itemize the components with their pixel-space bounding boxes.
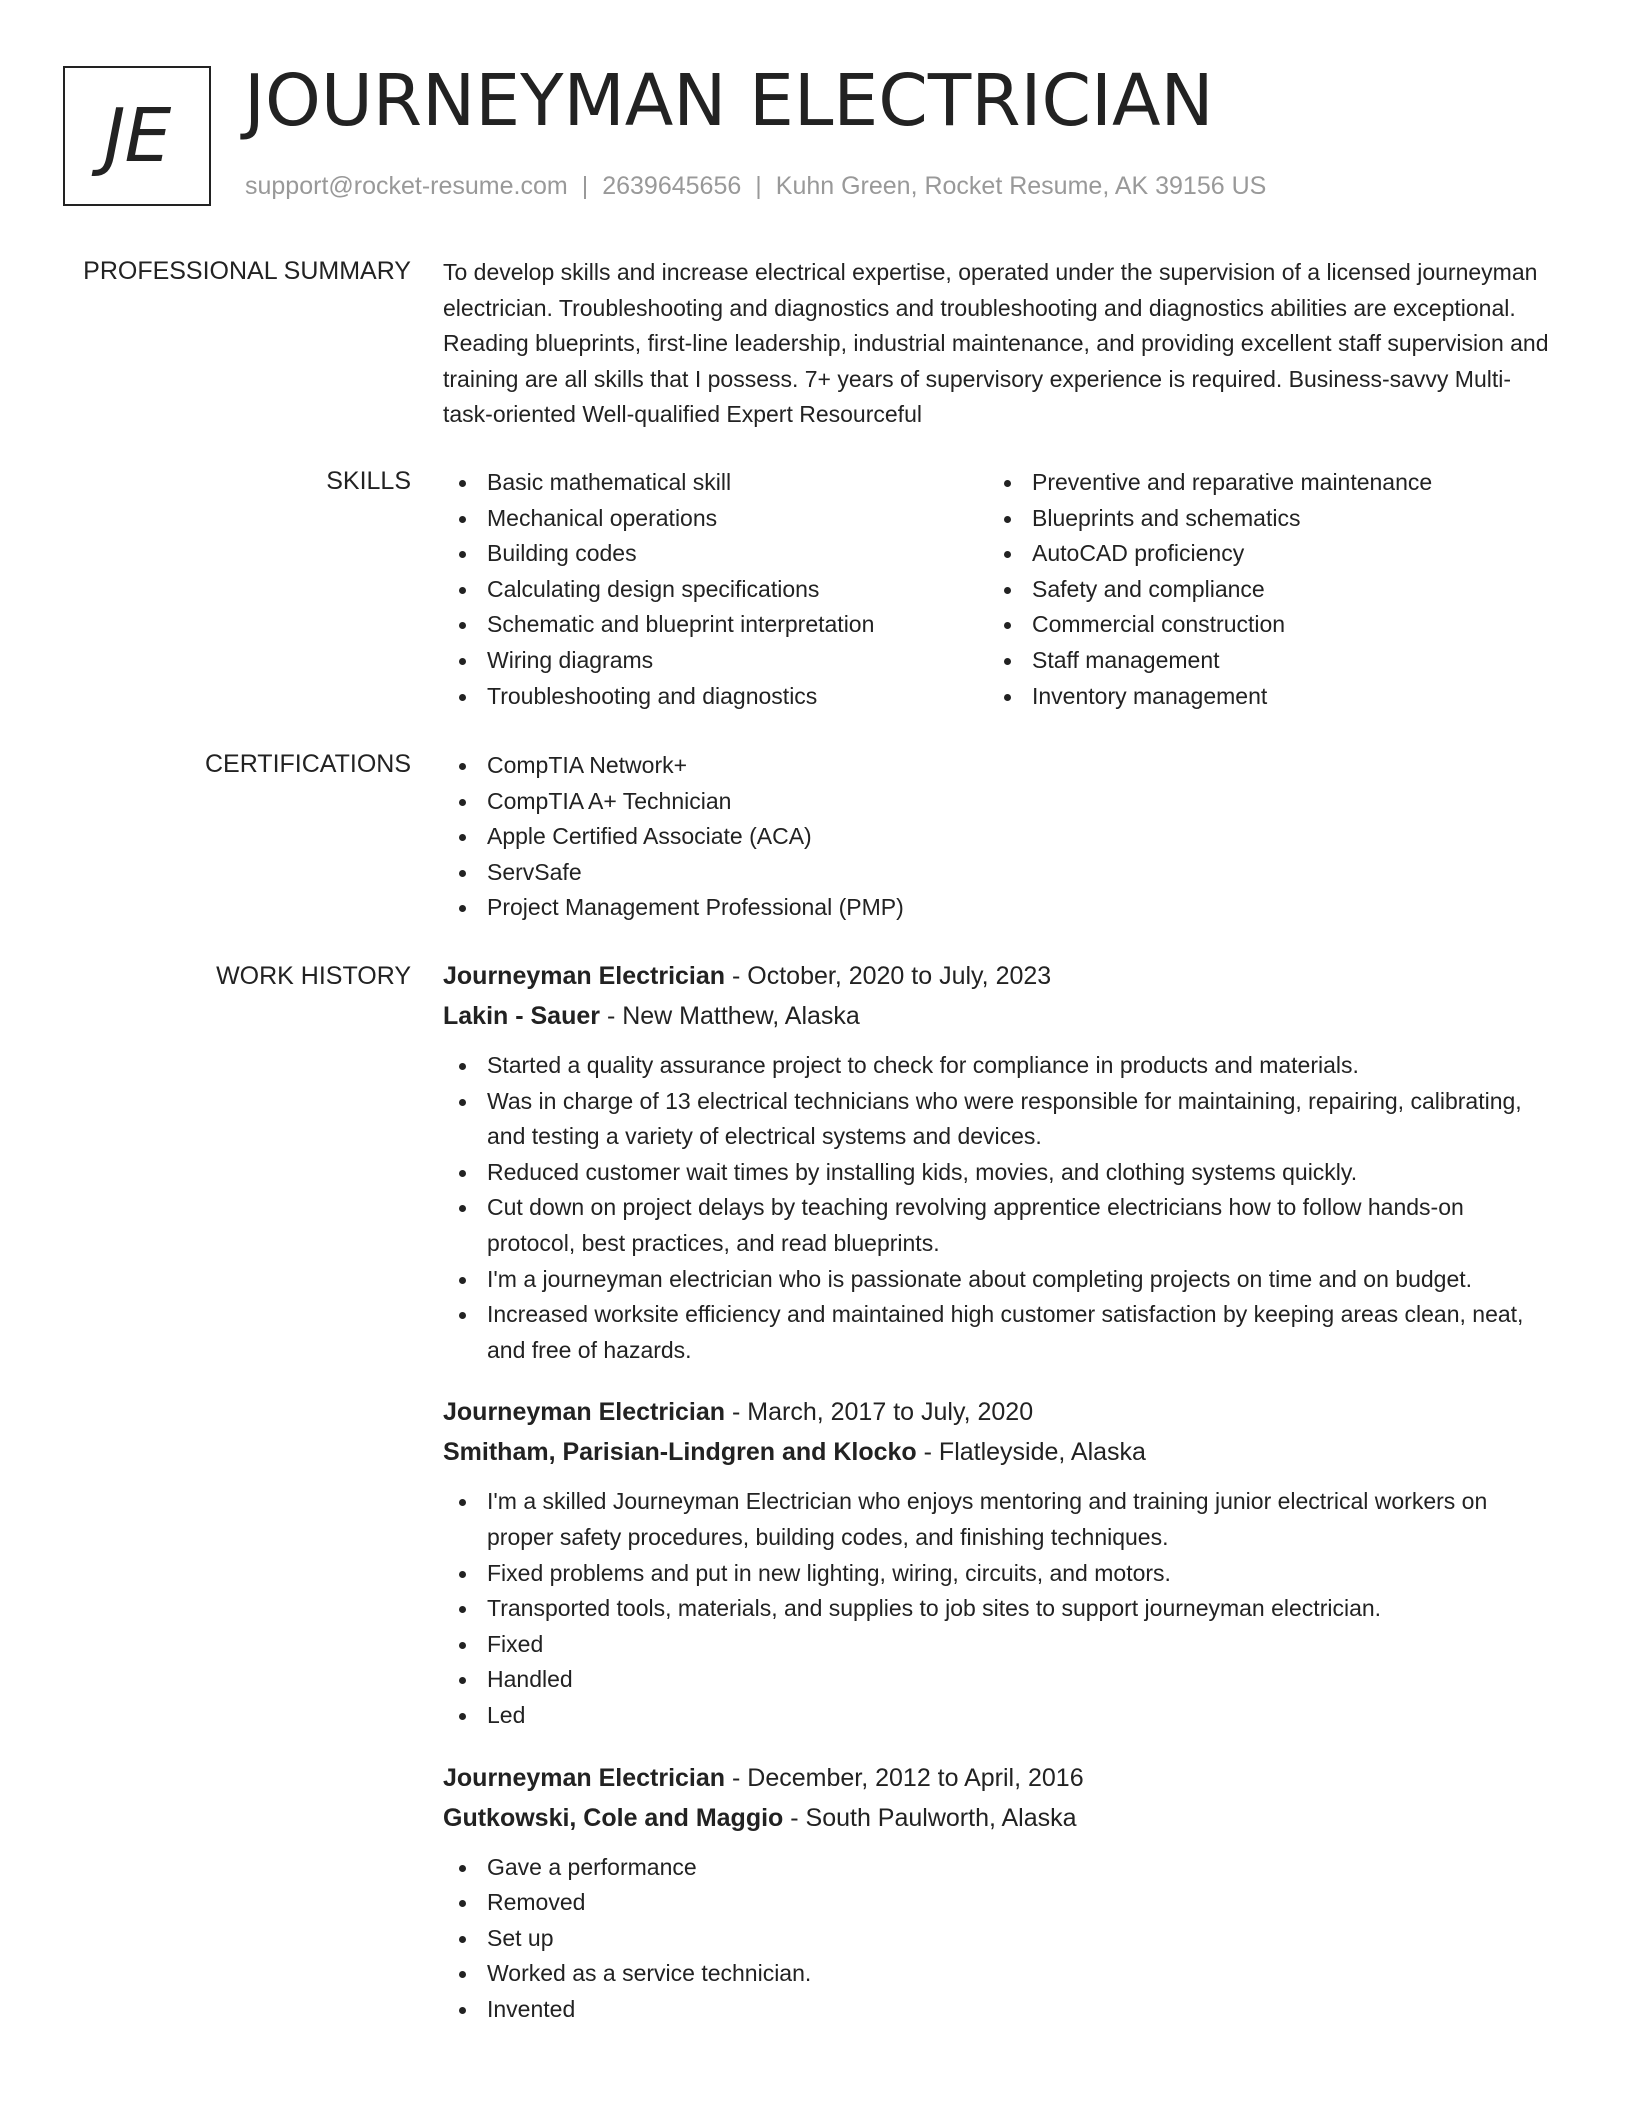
monogram-box — [63, 66, 211, 206]
job-location: - New Matthew, Alaska — [600, 1002, 860, 1030]
job-company-line — [443, 1432, 1553, 1472]
certification-item: ServSafe — [443, 855, 1553, 891]
job-list — [443, 956, 1553, 2027]
contact-separator: | — [755, 172, 762, 200]
contact-separator: | — [581, 172, 589, 200]
job-title: Journeyman Electrician — [443, 1763, 726, 1792]
skill-item: Blueprints and schematics — [988, 501, 1533, 537]
job-duty-item: I'm a skilled Journeyman Electrician who enjoys mentoring and training junior electrical workers on proper safety procedures, building codes, and finishing techniques. — [443, 1484, 1553, 1555]
job-duty-item: Removed — [443, 1885, 1553, 1921]
job-dates: - October, 2020 to July, 2023 — [725, 962, 1052, 990]
resume-name: JOURNEYMAN ELECTRICIAN — [244, 59, 1214, 142]
job-entry — [443, 956, 1553, 1368]
job-duties-list — [443, 1850, 1553, 2028]
job-duty-item: Started a quality assurance project to check for compliance in products and materials. — [443, 1048, 1553, 1084]
contact-address: Kuhn Green, Rocket Resume, AK 39156 US — [775, 172, 1267, 200]
skill-item: Schematic and blueprint interpretation — [443, 607, 988, 643]
skill-item: Mechanical operations — [443, 501, 988, 537]
job-duties-list — [443, 1484, 1553, 1733]
job-title-line — [443, 956, 1553, 996]
job-entry — [443, 1392, 1553, 1733]
skills-heading: SKILLS — [326, 467, 411, 495]
job-title: Journeyman Electrician — [443, 962, 726, 990]
job-duty-item: Invented — [443, 1992, 1553, 2028]
job-duty-item: Reduced customer wait times by installing kids, movies, and clothing systems quickly. — [443, 1155, 1553, 1191]
summary-text: To develop skills and increase electrical expertise, operated under the supervision of a licensed journeyman electrician. Troubleshooting and diagnostics and troubleshooting and diagnostics abilities are exceptional. Reading blueprints, first-line leadership, industrial maintenance, and providing excellent staff supervision and training are all skills that I possess. 7+ years of supervisory experience is required. Business-savvy Multi-task-oriented Well-qualified Expert Resourceful — [443, 259, 1549, 428]
work-history-heading: WORK HISTORY — [216, 962, 411, 990]
skill-item: Calculating design specifications — [443, 572, 988, 608]
job-duties-list — [443, 1048, 1553, 1368]
job-title-line — [443, 1758, 1553, 1798]
job-dates: - March, 2017 to July, 2020 — [725, 1398, 1034, 1427]
job-duty-item: Set up — [443, 1921, 1553, 1957]
skills-list-left — [443, 465, 988, 714]
job-duty-item: Fixed problems and put in new lighting, wiring, circuits, and motors. — [443, 1556, 1553, 1592]
job-company: Gutkowski, Cole and Maggio — [443, 1803, 784, 1832]
job-company-line — [443, 1798, 1553, 1838]
skill-item: Troubleshooting and diagnostics — [443, 679, 988, 715]
job-location: - Flatleyside, Alaska — [916, 1438, 1146, 1467]
skill-item: Inventory management — [988, 679, 1533, 715]
skill-item: Commercial construction — [988, 607, 1533, 643]
certification-item: Project Management Professional (PMP) — [443, 890, 1553, 926]
skill-item: Preventive and reparative maintenance — [988, 465, 1533, 501]
job-duty-item: Worked as a service technician. — [443, 1956, 1553, 1992]
skill-item: Safety and compliance — [988, 572, 1533, 608]
job-company: Smitham, Parisian-Lindgren and Klocko — [443, 1438, 917, 1467]
job-duty-item: Gave a performance — [443, 1850, 1553, 1886]
skill-item: Staff management — [988, 643, 1533, 679]
job-company-line — [443, 996, 1553, 1036]
certification-item: Apple Certified Associate (ACA) — [443, 819, 1553, 855]
job-title: Journeyman Electrician — [443, 1398, 726, 1427]
job-location: - South Paulworth, Alaska — [783, 1803, 1077, 1832]
skills-list-right — [988, 465, 1533, 714]
certification-item: CompTIA A+ Technician — [443, 784, 1553, 820]
job-duty-item: Transported tools, materials, and supplies to job sites to support journeyman electrician. — [443, 1591, 1553, 1627]
job-duty-item: I'm a journeyman electrician who is passionate about completing projects on time and on budget. — [443, 1262, 1553, 1298]
job-title-line — [443, 1392, 1553, 1432]
job-dates: - December, 2012 to April, 2016 — [725, 1763, 1084, 1792]
skill-item: Building codes — [443, 536, 988, 572]
contact-email: support@rocket-resume.com — [245, 172, 568, 200]
contact-line — [245, 172, 1266, 201]
certification-item: CompTIA Network+ — [443, 748, 1553, 784]
job-duty-item: Fixed — [443, 1627, 1553, 1663]
summary-heading: PROFESSIONAL SUMMARY — [83, 257, 411, 285]
skill-item: AutoCAD proficiency — [988, 536, 1533, 572]
monogram-initials: JE — [103, 93, 171, 179]
job-duty-item: Was in charge of 13 electrical technicians who were responsible for maintaining, repairing, calibrating, and testing a variety of electrical systems and devices. — [443, 1084, 1553, 1155]
job-duty-item: Increased worksite efficiency and maintained high customer satisfaction by keeping areas clean, neat, and free of hazards. — [443, 1297, 1553, 1368]
contact-phone: 2639645656 — [602, 172, 742, 200]
job-duty-item: Cut down on project delays by teaching revolving apprentice electricians how to follow hands-on protocol, best practices, and read blueprints. — [443, 1190, 1553, 1261]
job-company: Lakin - Sauer — [443, 1002, 600, 1030]
skill-item: Wiring diagrams — [443, 643, 988, 679]
certifications-heading: CERTIFICATIONS — [204, 750, 411, 778]
job-duty-item: Led — [443, 1698, 1553, 1734]
certifications-list — [443, 748, 1553, 926]
job-duty-item: Handled — [443, 1662, 1553, 1698]
skill-item: Basic mathematical skill — [443, 465, 988, 501]
job-entry — [443, 1758, 1553, 2028]
